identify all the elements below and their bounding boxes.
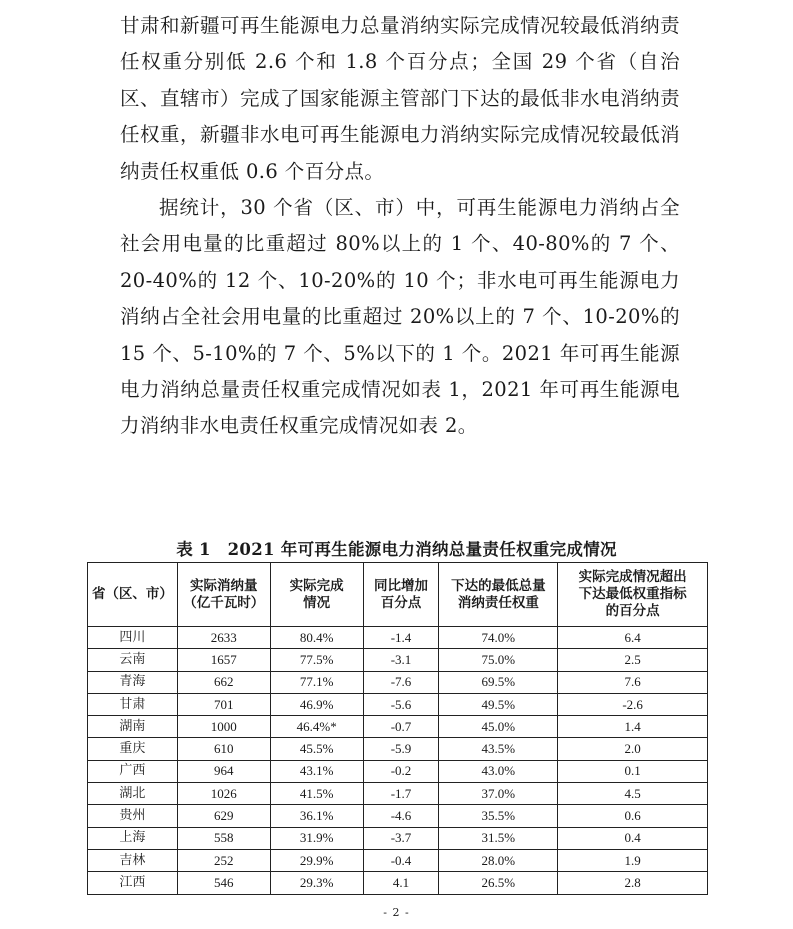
table-row xyxy=(88,716,708,738)
value-cell: 75.0% xyxy=(439,649,558,671)
value-cell: 69.5% xyxy=(439,671,558,693)
data-table xyxy=(87,562,708,895)
province-cell: 广西 xyxy=(88,760,178,782)
table-title: 表 1 2021 年可再生能源电力消纳总量责任权重完成情况 xyxy=(176,540,617,559)
table-row xyxy=(88,693,708,715)
value-cell: 2.5 xyxy=(558,649,708,671)
province-cell: 贵州 xyxy=(88,805,178,827)
value-cell: -1.7 xyxy=(363,783,439,805)
value-cell: 43.0% xyxy=(439,760,558,782)
province-cell: 江西 xyxy=(88,872,178,894)
table-body xyxy=(88,627,708,895)
column-header: 实际完成情况超出 下达最低权重指标 的百分点 xyxy=(558,563,708,627)
value-cell: 1026 xyxy=(177,783,270,805)
table-row xyxy=(88,805,708,827)
value-cell: -5.6 xyxy=(363,693,439,715)
value-cell: 6.4 xyxy=(558,627,708,649)
value-cell: 29.3% xyxy=(270,872,363,894)
value-cell: 2.8 xyxy=(558,872,708,894)
province-cell: 重庆 xyxy=(88,738,178,760)
value-cell: 46.9% xyxy=(270,693,363,715)
table-row xyxy=(88,827,708,849)
value-cell: 1000 xyxy=(177,716,270,738)
table-header-row xyxy=(88,563,708,627)
province-cell: 吉林 xyxy=(88,849,178,871)
value-cell: -2.6 xyxy=(558,693,708,715)
province-cell: 四川 xyxy=(88,627,178,649)
value-cell: 37.0% xyxy=(439,783,558,805)
page-number: - 2 - xyxy=(383,906,410,919)
value-cell: -5.9 xyxy=(363,738,439,760)
value-cell: 7.6 xyxy=(558,671,708,693)
value-cell: 28.0% xyxy=(439,849,558,871)
value-cell: 558 xyxy=(177,827,270,849)
value-cell: 35.5% xyxy=(439,805,558,827)
province-cell: 青海 xyxy=(88,671,178,693)
table-row xyxy=(88,671,708,693)
value-cell: 46.4%* xyxy=(270,716,363,738)
value-cell: 45.0% xyxy=(439,716,558,738)
value-cell: 77.5% xyxy=(270,649,363,671)
value-cell: 1.9 xyxy=(558,849,708,871)
province-cell: 湖北 xyxy=(88,783,178,805)
column-header: 实际消纳量 （亿千瓦时） xyxy=(177,563,270,627)
value-cell: 1.4 xyxy=(558,716,708,738)
value-cell: 74.0% xyxy=(439,627,558,649)
value-cell: 77.1% xyxy=(270,671,363,693)
value-cell: 0.6 xyxy=(558,805,708,827)
province-cell: 湖南 xyxy=(88,716,178,738)
value-cell: 2.0 xyxy=(558,738,708,760)
value-cell: 701 xyxy=(177,693,270,715)
value-cell: 2633 xyxy=(177,627,270,649)
value-cell: -3.1 xyxy=(363,649,439,671)
column-header: 下达的最低总量 消纳责任权重 xyxy=(439,563,558,627)
province-cell: 上海 xyxy=(88,827,178,849)
table-row xyxy=(88,738,708,760)
table-row xyxy=(88,649,708,671)
value-cell: 4.5 xyxy=(558,783,708,805)
value-cell: 0.1 xyxy=(558,760,708,782)
value-cell: -1.4 xyxy=(363,627,439,649)
value-cell: 1657 xyxy=(177,649,270,671)
value-cell: 45.5% xyxy=(270,738,363,760)
table-row xyxy=(88,627,708,649)
table-row xyxy=(88,849,708,871)
column-header: 实际完成 情况 xyxy=(270,563,363,627)
value-cell: 964 xyxy=(177,760,270,782)
value-cell: -3.7 xyxy=(363,827,439,849)
value-cell: 31.9% xyxy=(270,827,363,849)
value-cell: 31.5% xyxy=(439,827,558,849)
province-cell: 甘肃 xyxy=(88,693,178,715)
value-cell: 43.1% xyxy=(270,760,363,782)
paragraph-1: 甘肃和新疆可再生能源电力总量消纳实际完成情况较最低消纳责任权重分别低 2.6 个和 1.8 个百分点；全国 29 个省（自治区、直辖市）完成了国家能源主管部门下达的最低非水电消纳责任权重，新疆非水电可再生能源电力消纳实际完成情况较最低消纳责任权重低 0.6 个百分点。 xyxy=(120,14,680,183)
value-cell: 610 xyxy=(177,738,270,760)
table-row xyxy=(88,783,708,805)
value-cell: -0.7 xyxy=(363,716,439,738)
value-cell: 4.1 xyxy=(363,872,439,894)
value-cell: -7.6 xyxy=(363,671,439,693)
body-text xyxy=(120,8,680,445)
value-cell: 80.4% xyxy=(270,627,363,649)
column-header: 同比增加 百分点 xyxy=(363,563,439,627)
value-cell: 0.4 xyxy=(558,827,708,849)
value-cell: -0.4 xyxy=(363,849,439,871)
value-cell: 662 xyxy=(177,671,270,693)
table-row xyxy=(88,872,708,894)
value-cell: 252 xyxy=(177,849,270,871)
province-cell: 云南 xyxy=(88,649,178,671)
table-row xyxy=(88,760,708,782)
value-cell: 546 xyxy=(177,872,270,894)
paragraph-2: 据统计，30 个省（区、市）中，可再生能源电力消纳占全社会用电量的比重超过 80%以上的 1 个、40-80%的 7 个、20-40%的 12 个、10-20%的 10 个；非水电可再生能源电力消纳占全社会用电量的比重超过 20%以上的 7 个、10-20%的 15 个、5-10%的 7 个、5%以下的 1 个。2021 年可再生能源电力消纳总量责任权重完成情况如表 1，2021 年可再生能源电力消纳非水电责任权重完成情况如表 2。 xyxy=(120,196,680,438)
value-cell: 43.5% xyxy=(439,738,558,760)
value-cell: 41.5% xyxy=(270,783,363,805)
value-cell: 629 xyxy=(177,805,270,827)
value-cell: 29.9% xyxy=(270,849,363,871)
column-header: 省（区、市） xyxy=(88,563,178,627)
value-cell: 26.5% xyxy=(439,872,558,894)
value-cell: -4.6 xyxy=(363,805,439,827)
value-cell: 36.1% xyxy=(270,805,363,827)
value-cell: 49.5% xyxy=(439,693,558,715)
value-cell: -0.2 xyxy=(363,760,439,782)
